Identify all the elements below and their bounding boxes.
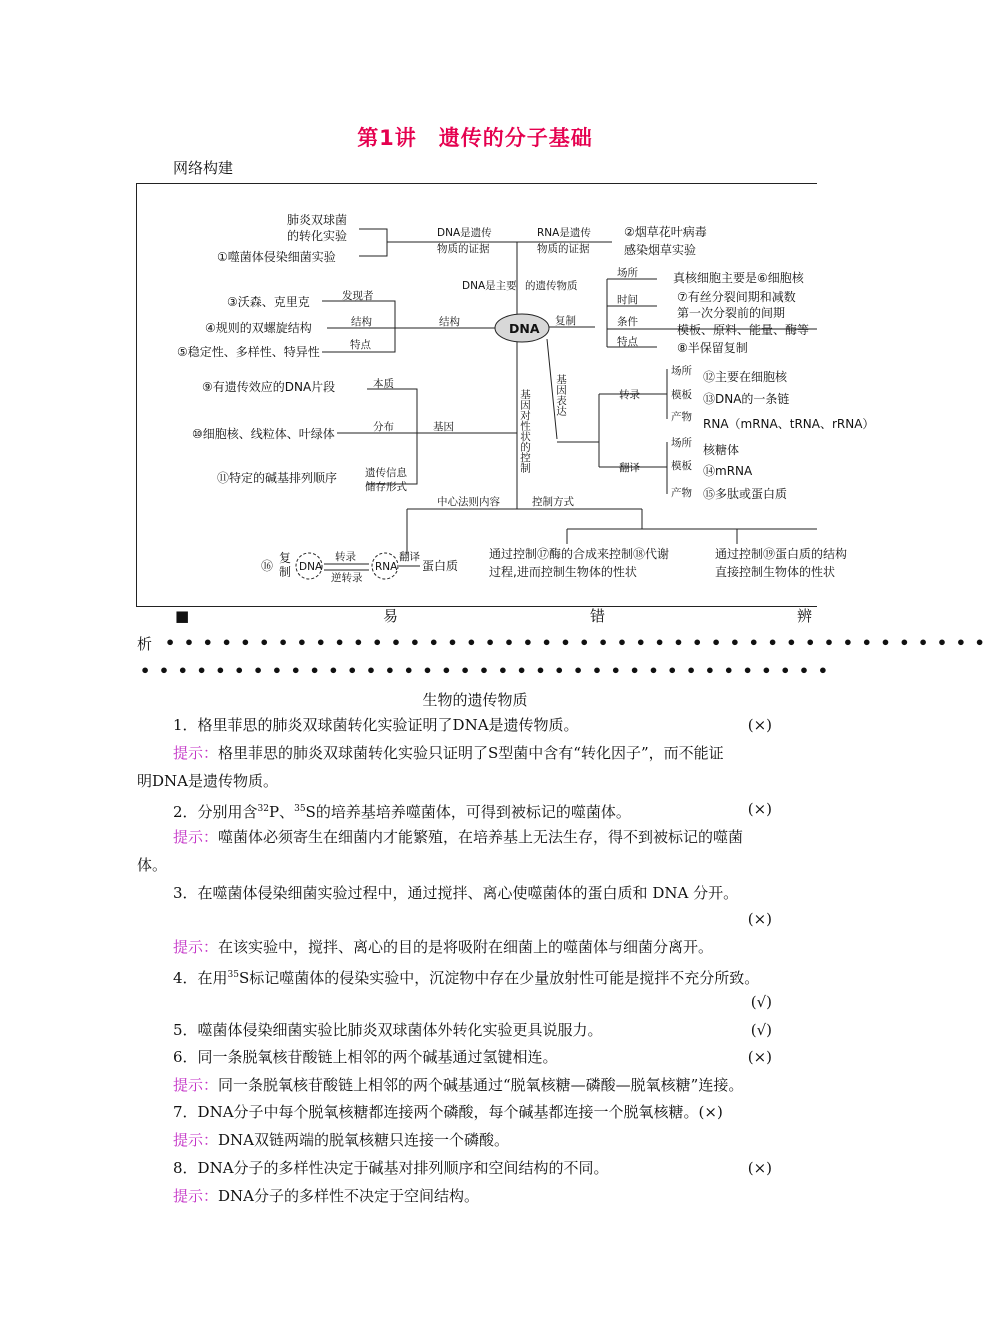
answer-mark-5: (√)	[750, 1021, 772, 1039]
node-5: ⑤稳定性、多样性、特异性	[177, 345, 320, 359]
node-2b: 感染烟草实验	[624, 243, 697, 257]
node-jiyin: 基因	[433, 421, 454, 433]
hint-text-6: 同一条脱氧核苷酸链上相邻的两个碱基通过“脱氧核糖—磷酸—脱氧核糖”连接。	[218, 1076, 744, 1094]
node-fenbu: 分布	[373, 421, 394, 433]
section-label: 网络构建	[173, 159, 234, 177]
node-shijian: 时间	[617, 294, 638, 306]
concept-map-svg	[137, 184, 875, 606]
node-15: ⑮多肽或蛋白质	[703, 487, 788, 501]
node-expr: 基因表达	[555, 374, 567, 416]
hint-label-1: 提示：	[173, 744, 219, 762]
node-w2a: 通过控制⑲蛋白质的结构	[715, 547, 848, 561]
node-w2b: 直接控制生物体的性状	[715, 565, 836, 579]
question-1: 1．格里菲思的肺炎双球菌转化实验证明了DNA是遗传物质。	[173, 716, 579, 734]
hint-text-3: 在该实验中，搅拌、离心的目的是将吸附在细菌上的噬菌体与细菌分离开。	[218, 938, 714, 956]
node-dna2: DNA	[299, 561, 323, 573]
node-3: ③沃森、克里克	[227, 295, 310, 309]
node-9: ⑨有遗传效应的DNA片段	[202, 380, 336, 394]
subheading: 生物的遗传物质	[422, 691, 528, 709]
node-7a: ⑦有丝分裂间期和减数	[677, 290, 796, 304]
node-tiaojian: 条件	[617, 316, 638, 328]
node-11: ⑪特定的碱基排列顺序	[217, 471, 338, 485]
question-7: 7．DNA分子中每个脱氧核糖都连接两个磷酸，每个碱基都连接一个脱氧核糖。(×)	[173, 1103, 723, 1121]
answer-mark-2: (×)	[747, 800, 772, 818]
node-8: ⑧半保留复制	[677, 341, 748, 355]
node-dna-evidence-2: 物质的证据	[437, 243, 490, 255]
node-tiaojian-v: 模板、原料、能量、酶等	[677, 323, 810, 337]
hint-text-7: DNA双链两端的脱氧核糖只连接一个磷酸。	[218, 1131, 510, 1149]
node-w1a: 通过控制⑰酶的合成来控制⑱代谢	[489, 547, 670, 561]
node-fuzhi: 复制	[555, 315, 576, 327]
node-chanwu3: 产物	[671, 487, 692, 499]
question-8: 8．DNA分子的多样性决定于碱基对排列顺序和空间结构的不同。	[173, 1159, 609, 1177]
node-fan: 翻译	[399, 551, 420, 563]
answer-mark-6: (×)	[747, 1048, 772, 1066]
errors-heading-square: ■	[175, 607, 190, 625]
node-fu: 复	[279, 551, 292, 565]
answer-mark-3: (×)	[747, 910, 772, 928]
node-16: ⑯	[261, 559, 274, 573]
node-ctrl-way: 控制方式	[532, 496, 574, 508]
hint-text-1a: 格里菲思的肺炎双球菌转化实验只证明了S型菌中含有“转化因子”，而不能证	[218, 744, 724, 762]
node-muban3: 模板	[671, 460, 692, 472]
node-changsuo2: 场所	[671, 365, 692, 377]
node-zhi: 制	[279, 565, 292, 579]
node-jiegou: 结构	[439, 316, 460, 328]
node-4: ④规则的双螺旋结构	[205, 321, 312, 335]
node-changsuo: 场所	[617, 267, 638, 279]
node-main-b: 的遗传物质	[525, 280, 578, 292]
node-central: 中心法则内容	[437, 496, 500, 508]
node-chanwu2: 产物	[671, 411, 692, 423]
errors-heading-char-2: 错	[590, 607, 606, 625]
node-tedian: 特点	[350, 339, 371, 351]
node-feiyan: 肺炎双球菌	[287, 213, 348, 227]
node-6: 真核细胞主要是⑥细胞核	[673, 271, 804, 285]
node-protein: 蛋白质	[422, 559, 459, 573]
dna-center-label: DNA	[509, 321, 540, 336]
node-zhuan: 转录	[335, 551, 356, 563]
node-jiegou-l: 结构	[351, 316, 372, 328]
node-12: ⑫主要在细胞核	[703, 370, 788, 384]
question-5: 5．噬菌体侵染细菌实验比肺炎双球菌体外转化实验更具说服力。	[173, 1021, 603, 1039]
node-tedian-r: 特点	[617, 336, 638, 348]
node-1: ①噬菌体侵染细菌实验	[217, 250, 336, 264]
question-4: 4．在用$^{35}$S标记噬菌体的侵染实验中，沉淀物中存在少量放射性可能是搅拌不充分所致。	[173, 969, 760, 987]
node-zhuanhua: 的转化实验	[287, 229, 348, 243]
node-faxian: 发现者	[342, 290, 374, 302]
node-7b: 第一次分裂前的间期	[677, 306, 786, 320]
question-6: 6．同一条脱氧核苷酸链上相邻的两个碱基通过氢键相连。	[173, 1048, 558, 1066]
node-dna-evidence-1: DNA是遗传	[437, 227, 492, 239]
node-xinxi-b: 储存形式	[365, 481, 407, 493]
question-3: 3．在噬菌体侵染细菌实验过程中，通过搅拌、离心使噬菌体的蛋白质和 DNA 分开。	[173, 884, 739, 902]
node-hetangti: 核糖体	[703, 443, 740, 457]
answer-mark-1: (×)	[747, 716, 772, 734]
question-2: 2．分别用含$^{32}$P、$^{35}$S的培养基培养噬菌体，可得到被标记的噬菌体。	[173, 803, 631, 821]
hint-label-3: 提示：	[173, 938, 219, 956]
hint-label-7: 提示：	[173, 1131, 219, 1149]
errors-heading-char-4: 析	[137, 635, 153, 653]
concept-map	[136, 183, 875, 607]
hint-text-2a: 噬菌体必须寄生在细菌内才能繁殖，在培养基上无法生存，得不到被标记的噬菌	[218, 828, 744, 846]
node-muban2: 模板	[671, 389, 692, 401]
node-13: ⑬DNA的一条链	[703, 392, 790, 406]
node-10: ⑩细胞核、线粒体、叶绿体	[192, 427, 335, 441]
errors-heading-char-3: 辨	[797, 607, 813, 625]
node-rna2: RNA	[375, 561, 398, 573]
node-rna-evidence-1: RNA是遗传	[537, 227, 591, 239]
node-benzhi: 本质	[373, 378, 394, 390]
node-rna-evidence-2: 物质的证据	[537, 243, 590, 255]
leader-dots-2: •••••••••••••••••••••••••••••••••••••	[140, 661, 837, 680]
leader-dots-1: ••••••••••••••••••••••••••••••••••••••••••••	[165, 633, 993, 652]
answer-mark-4: (√)	[750, 993, 772, 1011]
node-2a: ②烟草花叶病毒	[624, 225, 707, 239]
page-title: 第1讲 遗传的分子基础	[357, 126, 593, 150]
hint-text-1b: 明DNA是遗传物质。	[137, 772, 278, 790]
hint-label-6: 提示：	[173, 1076, 219, 1094]
node-changsuo3: 场所	[671, 437, 692, 449]
hint-text-2b: 体。	[137, 856, 168, 874]
answer-mark-8: (×)	[747, 1159, 772, 1177]
node-zhuanlu: 转录	[619, 389, 640, 401]
errors-heading-char-1: 易	[383, 607, 399, 625]
node-main-a: DNA是主要	[462, 280, 517, 292]
node-14: ⑭mRNA	[703, 464, 753, 478]
node-ni: 逆转录	[331, 572, 363, 584]
hint-label-8: 提示：	[173, 1187, 219, 1205]
node-xinxi-a: 遗传信息	[365, 467, 407, 479]
node-fanyi: 翻译	[619, 462, 640, 474]
hint-label-2: 提示：	[173, 828, 219, 846]
node-ctrl: 基因对性状的控制	[519, 389, 531, 473]
node-rna-prod: RNA（mRNA、tRNA、rRNA）	[703, 417, 875, 431]
node-w1b: 过程,进而控制生物体的性状	[489, 565, 637, 579]
hint-text-8: DNA分子的多样性不决定于空间结构。	[218, 1187, 480, 1205]
